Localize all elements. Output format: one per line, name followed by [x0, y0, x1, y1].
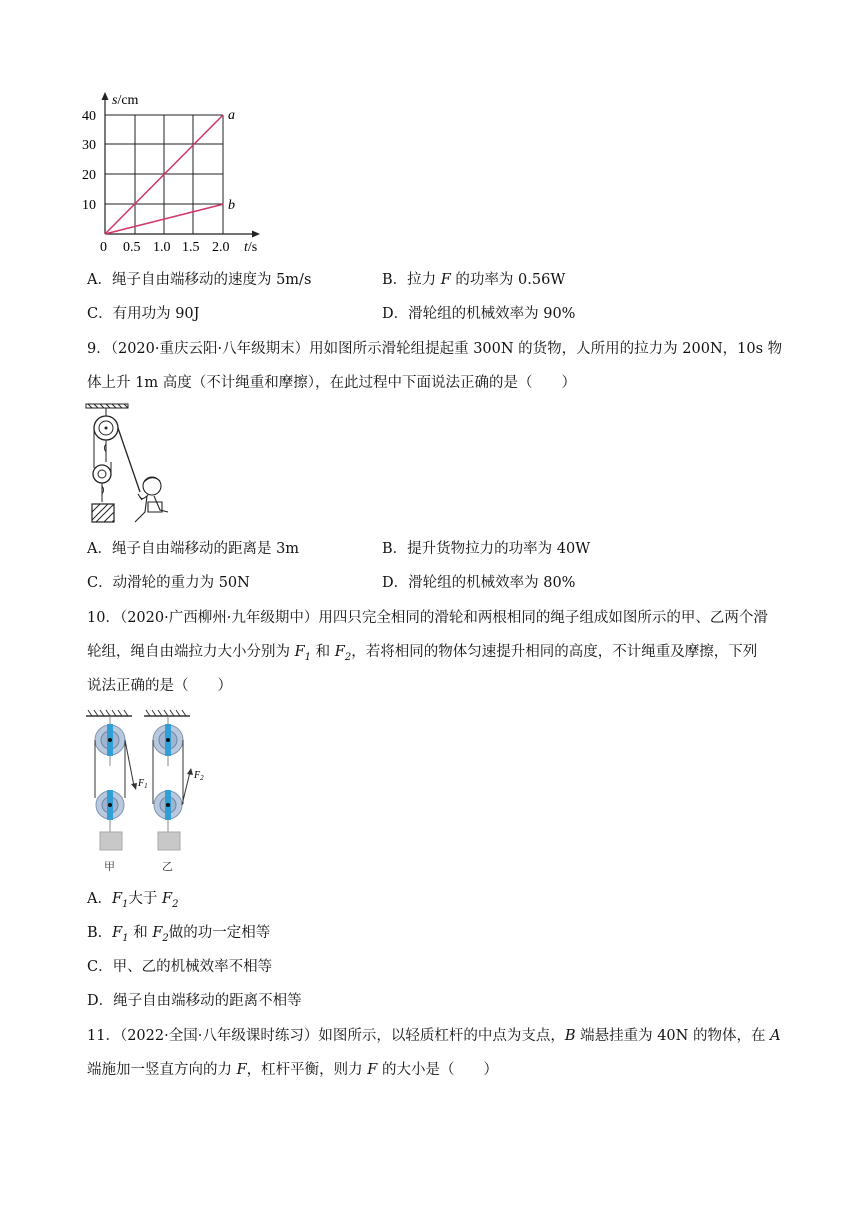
y-tick-label: 40 — [82, 109, 96, 124]
label-f2: $F_2$ — [194, 770, 204, 782]
q11-stem-line1: 11．（2022·全国·八年级课时练习）如图所示，以轻质杠杆的中点为支点，B 端悬挂重为 40N 的物体，在 A — [87, 1028, 781, 1044]
y-axis-arrow — [102, 92, 109, 100]
x-tick-label: 1.5 — [182, 240, 200, 255]
boy-figure — [135, 477, 168, 522]
weight-jia — [100, 832, 122, 850]
q11-stem-line2: 端施加一竖直方向的力 F，杠杆平衡，则力 F 的大小是（ ） — [87, 1062, 498, 1078]
q9-pulley-figure — [84, 402, 176, 528]
series-b-label: b — [228, 198, 235, 213]
movable-pulley — [93, 465, 111, 483]
q10-option-a: A．$F_1$大于 $F_2$ — [87, 891, 179, 910]
y-tick-label: 30 — [82, 138, 96, 153]
q10-option-d: D．绳子自由端移动的距离不相等 — [87, 993, 302, 1009]
pulley-set-yi — [153, 716, 190, 850]
ceiling-jia — [86, 710, 132, 716]
q9-stem-line2: 体上升 1m 高度（不计绳重和摩擦），在此过程中下面说法正确的是（ ） — [87, 375, 576, 391]
y-tick-label: 10 — [82, 198, 96, 213]
label-yi: 乙 — [162, 860, 173, 873]
y-axis-label: s/cm — [112, 93, 139, 108]
q10-stem-line1: 10．（2020·广西柳州·九年级期中）用四只完全相同的滑轮和两根相同的绳子组成如图所示的甲、乙两个滑 — [87, 610, 768, 626]
q8-option-c: C．有用功为 90J — [87, 306, 200, 322]
q9-stem-line1: 9．（2020·重庆云阳·八年级期末）用如图所示滑轮组提起重 300N 的货物，人所用的拉力为 200N，10s 物 — [87, 341, 783, 357]
x-tick-label: 0 — [100, 240, 107, 255]
x-tick-label: 2.0 — [212, 240, 230, 255]
q10-option-c: C．甲、乙的机械效率不相等 — [87, 959, 273, 975]
pulley-set-jia — [95, 716, 134, 850]
q10-stem-line3: 说法正确的是（ ） — [87, 678, 232, 694]
q9-option-a: A．绳子自由端移动的距离是 3m — [87, 541, 300, 557]
x-axis-arrow — [252, 231, 260, 238]
x-axis-label: t/s — [244, 240, 258, 255]
q10-stem-line2: 轮组，绳自由端拉力大小分别为 $F_1$ 和 $F_2$，若将相同的物体匀速提升相同的高度，不计绳重及摩擦，下列 — [87, 644, 758, 663]
weight-yi — [158, 832, 180, 850]
q9-option-c: C．动滑轮的重力为 50N — [87, 575, 250, 591]
series-a-label: a — [228, 108, 235, 123]
q8-option-b: B．拉力 F 的功率为 0.56W — [382, 272, 566, 288]
q9-option-d: D．滑轮组的机械效率为 80% — [382, 575, 576, 591]
q10-pulley-figure — [82, 706, 222, 858]
x-tick-label: 0.5 — [123, 240, 141, 255]
y-tick-label: 20 — [82, 168, 96, 183]
x-tick-label: 1.0 — [153, 240, 171, 255]
q8-option-a: A．绳子自由端移动的速度为 5m/s — [87, 272, 312, 288]
s-t-graph — [78, 88, 278, 258]
ceiling-yi — [144, 710, 190, 716]
q10-option-b: B．$F_1$ 和 $F_2$做的功一定相等 — [87, 925, 271, 944]
label-jia: 甲 — [104, 860, 115, 873]
q9-option-b: B．提升货物拉力的功率为 40W — [382, 541, 591, 557]
label-f1: $F_1$ — [138, 778, 148, 790]
q8-option-d: D．滑轮组的机械效率为 90% — [382, 306, 576, 322]
